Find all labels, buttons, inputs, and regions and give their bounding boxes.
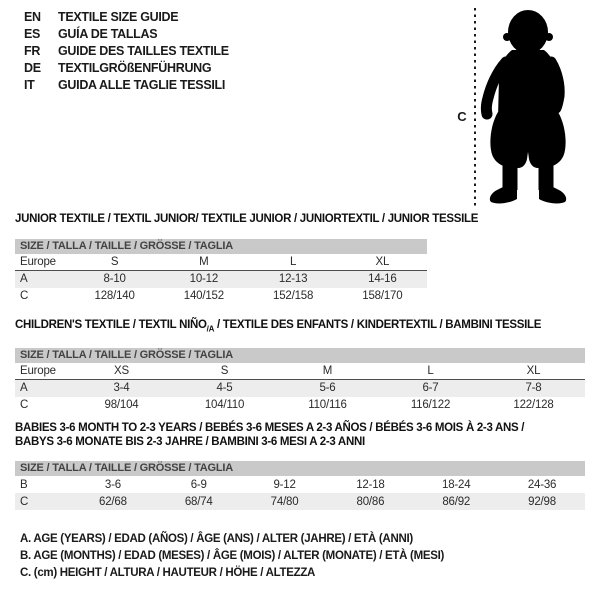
table-cell: 10-12	[189, 273, 219, 285]
table-cell: 80/86	[356, 495, 385, 508]
table-cell: 104/110	[204, 399, 245, 412]
baby-silhouette-icon	[486, 10, 566, 203]
table-cell: 24-36	[527, 478, 557, 491]
table-cell: 98/104	[104, 399, 139, 412]
language-row-en	[24, 8, 229, 25]
size-header-bar: SIZE / TALLA / TAILLE / GRÖSSE / TAGLIA	[15, 348, 585, 363]
table-row-height	[15, 397, 585, 414]
legend-notes	[20, 531, 444, 582]
size-header-bar: SIZE / TALLA / TAILLE / GRÖSSE / TAGLIA	[15, 461, 585, 476]
table-row-europe	[15, 254, 427, 271]
table-cell: 5-6	[319, 382, 336, 395]
table-cell: 140/152	[183, 290, 224, 302]
children-size-table	[15, 348, 585, 414]
babies-size-table	[15, 461, 585, 510]
table-cell: 62/68	[99, 495, 127, 508]
table-cell: 4-5	[216, 382, 233, 395]
note-age-years: A. AGE (YEARS) / EDAD (AÑOS) / ÂGE (ANS) / ALTER (JAHRE) / ETÀ (ANNI)	[20, 533, 413, 545]
table-cell: XL	[526, 364, 541, 377]
title-part: / TEXTILE DES ENFANTS / KINDERTEXTIL / BAMBINI TESSILE	[214, 319, 542, 331]
table-cell: 12-13	[278, 273, 308, 285]
table-cell: S	[110, 255, 119, 268]
table-row-age	[15, 380, 585, 397]
junior-size-table	[15, 239, 427, 305]
table-cell: 116/122	[410, 399, 451, 412]
table-cell: 7-8	[525, 382, 542, 395]
table-row-age-months	[15, 476, 585, 493]
language-row-fr	[24, 42, 229, 59]
language-code: DE	[24, 60, 41, 75]
section-junior	[15, 213, 479, 305]
table-cell: 18-24	[442, 478, 471, 491]
language-list	[24, 8, 229, 93]
language-label: GUÍA DE TALLAS	[58, 26, 158, 41]
row-label: C	[20, 495, 29, 508]
table-cell: S	[220, 364, 229, 377]
title-subscript: /A	[206, 324, 215, 334]
language-label: TEXTILGRÖßENFÜHRUNG	[58, 60, 212, 75]
language-label: GUIDE DES TAILLES TEXTILE	[58, 43, 229, 58]
table-cell: M	[322, 364, 333, 377]
language-row-es	[24, 25, 229, 42]
language-row-de	[24, 59, 229, 76]
table-row-age	[15, 271, 427, 288]
language-code: IT	[24, 77, 35, 92]
table-cell: 86/92	[442, 495, 471, 508]
language-code: FR	[24, 43, 41, 58]
table-cell: 158/170	[362, 290, 403, 302]
title-part: CHILDREN'S TEXTILE / TEXTIL NIÑO	[15, 319, 207, 331]
section-title-junior: JUNIOR TEXTILE / TEXTIL JUNIOR/ TEXTILE JUNIOR / JUNIORTEXTIL / JUNIOR TESSILE	[15, 213, 479, 225]
note-age-months: B. AGE (MONTHS) / EDAD (MESES) / ÂGE (MOIS) / ALTER (MONATE) / ETÀ (MESI)	[20, 550, 445, 562]
table-row-height	[15, 288, 427, 305]
table-cell: L	[427, 364, 434, 377]
section-title-babies-line1: BABIES 3-6 MONTH TO 2-3 YEARS / BEBÉS 3-6 MESES A 2-3 AÑOS / BÉBÉS 3-6 MOIS À 2-3 ANS /	[15, 422, 525, 434]
table-row-europe	[15, 363, 585, 380]
row-label: A	[20, 382, 28, 395]
table-cell: 9-12	[273, 478, 296, 491]
table-cell: 3-4	[113, 382, 130, 395]
table-cell: XL	[375, 255, 390, 268]
language-row-it	[24, 76, 229, 93]
language-label: GUIDA ALLE TAGLIE TESSILI	[58, 77, 226, 92]
table-cell: M	[199, 255, 209, 268]
row-label: C	[20, 399, 29, 412]
language-code: ES	[24, 26, 41, 41]
table-cell: 92/98	[528, 495, 556, 508]
section-children	[15, 319, 585, 414]
table-cell: 128/140	[94, 290, 135, 302]
row-label: Europe	[20, 364, 56, 377]
row-label: C	[20, 290, 29, 302]
section-babies	[15, 422, 585, 510]
language-label: TEXTILE SIZE GUIDE	[58, 9, 179, 24]
table-cell: 12-18	[356, 478, 385, 491]
table-cell: 152/158	[273, 290, 314, 302]
table-cell: 8-10	[103, 273, 126, 285]
baby-figure	[440, 0, 600, 220]
section-title-children	[15, 319, 585, 336]
row-label: Europe	[20, 255, 56, 268]
table-cell: 6-7	[422, 382, 439, 395]
row-label: A	[20, 273, 28, 285]
table-cell: XS	[114, 364, 129, 377]
table-cell: 110/116	[308, 399, 347, 412]
size-header-bar: SIZE / TALLA / TAILLE / GRÖSSE / TAGLIA	[15, 239, 427, 254]
table-row-height	[15, 493, 585, 510]
table-cell: 6-9	[190, 478, 207, 491]
figure-measure-label: C	[457, 109, 467, 124]
table-cell: 122/128	[513, 399, 554, 412]
row-label: B	[20, 478, 28, 491]
language-code: EN	[24, 9, 41, 24]
note-height: C. (cm) HEIGHT / ALTURA / HAUTEUR / HÖHE / ALTEZZA	[20, 567, 316, 579]
table-cell: L	[290, 255, 297, 268]
table-cell: 68/74	[184, 495, 213, 508]
table-cell: 3-6	[104, 478, 121, 491]
table-cell: 14-16	[368, 273, 397, 285]
section-title-babies-line2: BABYS 3-6 MONATE BIS 2-3 JAHRE / BAMBINI 3-6 MESI A 2-3 ANNI	[15, 435, 365, 448]
table-cell: 74/80	[270, 495, 299, 508]
